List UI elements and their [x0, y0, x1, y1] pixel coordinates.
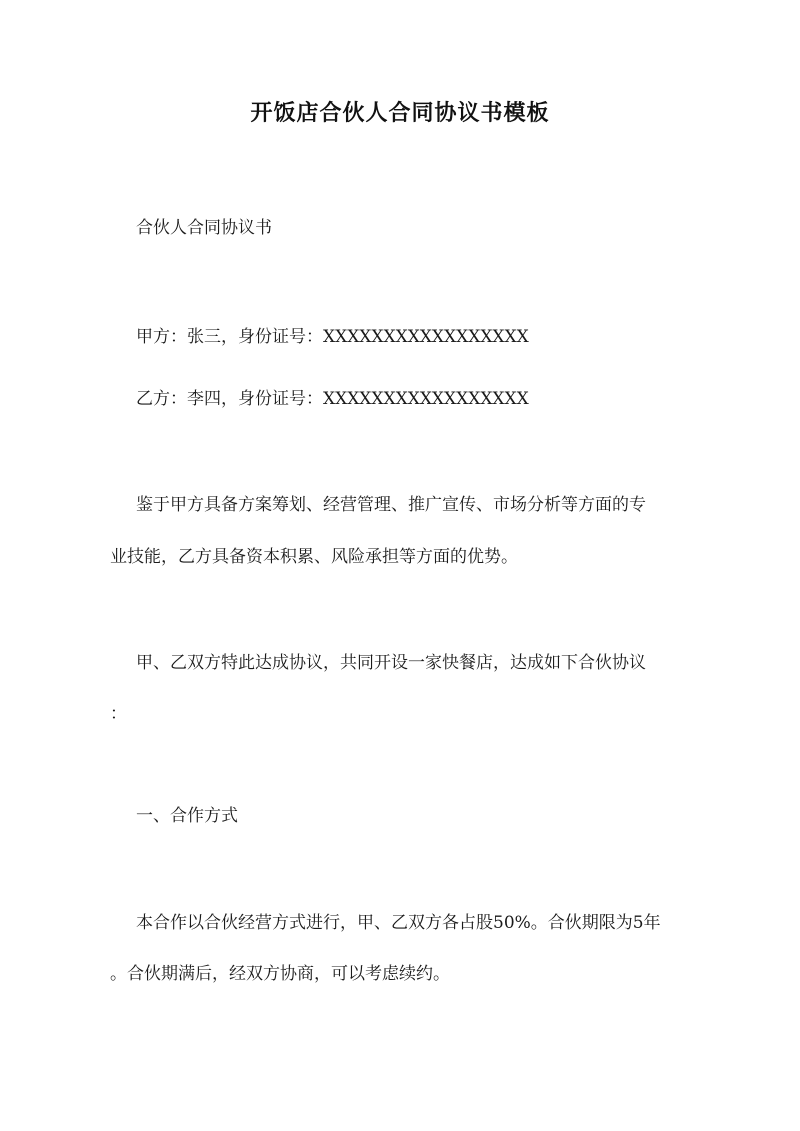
section-1-line-2: 。合伙期满后，经双方协商，可以考虑续约。: [110, 964, 450, 984]
party-b-line: 乙方：李四，身份证号：XXXXXXXXXXXXXXXXX: [136, 389, 529, 409]
paragraph-1-line-2: 业技能，乙方具备资本积累、风险承担等方面的优势。: [110, 547, 518, 567]
document-title: 开饭店合伙人合同协议书模板: [250, 100, 550, 126]
section-1-heading: 一、合作方式: [136, 806, 238, 826]
agreement-subtitle: 合伙人合同协议书: [136, 218, 272, 238]
paragraph-1-line-1: 鉴于甲方具备方案筹划、经营管理、推广宣传、市场分析等方面的专: [136, 495, 646, 515]
paragraph-2-line-1: 甲、乙双方特此达成协议，共同开设一家快餐店，达成如下合伙协议: [136, 653, 646, 673]
paragraph-2-line-2: ：: [110, 704, 127, 724]
section-1-line-1: 本合作以合伙经营方式进行，甲、乙双方各占股50%。合伙期限为5年: [136, 913, 661, 933]
party-a-line: 甲方：张三，身份证号：XXXXXXXXXXXXXXXXX: [136, 327, 529, 347]
